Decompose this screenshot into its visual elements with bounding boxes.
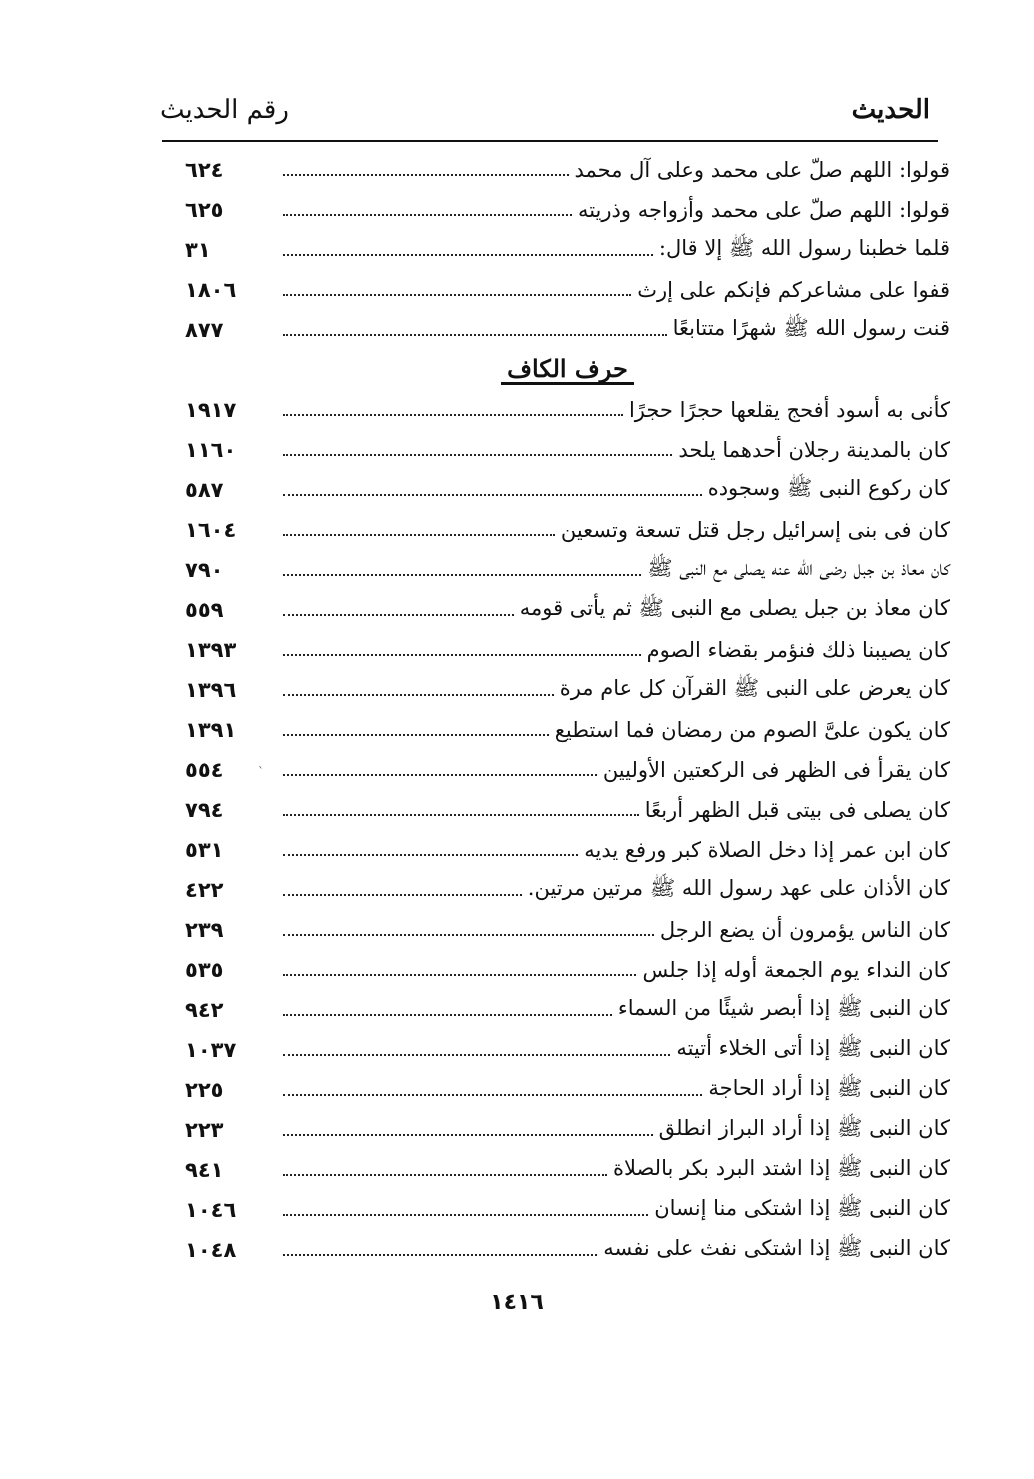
scan-speck: ` (258, 765, 264, 779)
dot-leader (283, 854, 578, 856)
dot-leader (283, 1214, 648, 1216)
entry-text: قلما خطبنا رسول الله ﷺ إلا قال: (658, 235, 950, 260)
entry-text: قولوا: اللهم صلّ على محمد وعلى آل محمد (574, 158, 950, 182)
entry-number: ٢٣٩ (185, 918, 224, 942)
entry-text: كان النبى ﷺ إذا أتى الخلاء أتيته (676, 1035, 950, 1060)
entry-text: كان النبى ﷺ إذا اشتكى نفث على نفسه (603, 1235, 950, 1260)
entry-number: ١٦٠٤ (185, 518, 237, 542)
entry-number: ٥٨٧ (185, 478, 224, 502)
index-entry (185, 1070, 950, 1110)
entry-number: ٥٣١ (185, 838, 224, 862)
index-entry (185, 630, 950, 670)
dot-leader (283, 454, 672, 456)
entry-text: كان النبى ﷺ إذا أراد الحاجة (708, 1075, 950, 1100)
entry-text: كان يعرض على النبى ﷺ القرآن كل عام مرة (559, 675, 950, 700)
entry-text: كان النبى ﷺ إذا أراد البراز انطلق (658, 1115, 950, 1140)
entry-text: قفوا على مشاعركم فإنكم على إرث (637, 278, 950, 302)
entry-text: كان يصيبنا ذلك فنؤمر بقضاء الصوم (646, 638, 950, 662)
dot-leader (283, 1094, 702, 1096)
entry-text: كان معاذ بن جبل رضى الله عنه يصلى مع النبى ﷺ (647, 555, 950, 580)
index-entry (185, 590, 950, 630)
entry-text: كأنى به أسود أفحج يقلعها حجرًا حجرًا (628, 398, 950, 422)
index-entry (185, 470, 950, 510)
entry-number: ٦٢٥ (185, 198, 224, 222)
entry-number: ٢٢٥ (185, 1078, 224, 1102)
entry-text: كان الأذان على عهد رسول الله ﷺ مرتين مرتين. (527, 875, 950, 900)
dot-leader (283, 894, 522, 896)
entry-number: ٩٤٢ (185, 998, 224, 1022)
entry-text: كان ركوع النبى ﷺ وسجوده (707, 475, 950, 500)
entry-text: كان النبى ﷺ إذا أبصر شيئًا من السماء (617, 995, 950, 1020)
dot-leader (283, 814, 639, 816)
dot-leader (283, 694, 554, 696)
entry-number: ٨٧٧ (185, 318, 224, 342)
index-entry (185, 750, 950, 790)
dot-leader (283, 334, 667, 336)
index-entry (185, 670, 950, 710)
index-entry (185, 1190, 950, 1230)
entry-number: ٥٥٩ (185, 598, 224, 622)
entry-text: قنت رسول الله ﷺ شهرًا متتابعًا (672, 315, 950, 340)
index-entry (185, 190, 950, 230)
entry-text: كان بالمدينة رجلان أحدهما يلحد (678, 438, 950, 462)
section-title: حرف الكاف (501, 356, 634, 385)
index-entry (185, 710, 950, 750)
entry-text: كان يكون علىَّ الصوم من رمضان فما استطيع (554, 718, 950, 742)
entry-text: كان النبى ﷺ إذا اشتد البرد بكر بالصلاة (612, 1155, 950, 1180)
index-entry (185, 1230, 950, 1270)
entry-number: ٧٩٠ (185, 558, 224, 582)
dot-leader (283, 574, 641, 576)
index-entry (185, 270, 950, 310)
dot-leader (283, 1054, 670, 1056)
dot-leader (283, 294, 631, 296)
entry-number: ٦٢٤ (185, 158, 224, 182)
dot-leader (283, 774, 597, 776)
entry-number: ١٩١٧ (185, 398, 237, 422)
entry-number: ٢٢٣ (185, 1118, 224, 1142)
dot-leader (283, 494, 702, 496)
dot-leader (283, 254, 653, 256)
entry-number: ١٣٩٣ (185, 638, 237, 662)
entry-text: كان فى بنى إسرائيل رجل قتل تسعة وتسعين (560, 518, 950, 542)
entry-number: ٩٤١ (185, 1158, 224, 1182)
entry-text: كان معاذ بن جبل يصلى مع النبى ﷺ ثم يأتى قومه (519, 595, 950, 620)
dot-leader (283, 614, 514, 616)
entry-text: قولوا: اللهم صلّ على محمد وأزواجه وذريته (577, 198, 950, 222)
page-header (160, 95, 930, 137)
index-entry (185, 790, 950, 830)
dot-leader (283, 1014, 612, 1016)
index-entry (185, 1150, 950, 1190)
dot-leader (283, 214, 572, 216)
index-entry (185, 310, 950, 350)
entry-text: كان النبى ﷺ إذا اشتكى منا إنسان (654, 1195, 950, 1220)
entry-number: ١١٦٠ (185, 438, 237, 462)
header-hadith-number-label: رقم الحديث (160, 95, 289, 125)
entry-number: ١٣٩١ (185, 718, 237, 742)
index-entry (185, 830, 950, 870)
index-entry (185, 870, 950, 910)
entry-number: ١٣٩٦ (185, 678, 237, 702)
index-entry (185, 1030, 950, 1070)
index-entry (185, 430, 950, 470)
dot-leader (283, 414, 623, 416)
entry-text: كان يقرأ فى الظهر فى الركعتين الأوليين (602, 758, 950, 782)
hadith-index-list (185, 150, 950, 1270)
entry-number: ١٠٣٧ (185, 1038, 237, 1062)
entry-number: ٤٢٢ (185, 878, 224, 902)
entry-number: ٧٩٤ (185, 798, 224, 822)
dot-leader (283, 1174, 607, 1176)
dot-leader (283, 534, 555, 536)
entry-number: ٣١ (185, 238, 211, 262)
dot-leader (283, 934, 654, 936)
index-entry (185, 510, 950, 550)
index-entry (185, 950, 950, 990)
index-entry (185, 1110, 950, 1150)
index-entry (185, 230, 950, 270)
dot-leader (283, 1254, 597, 1256)
entry-number: ٥٣٥ (185, 958, 224, 982)
index-entry (185, 990, 950, 1030)
dot-leader (283, 654, 641, 656)
entry-number: ١٠٤٦ (185, 1198, 237, 1222)
index-entry (185, 150, 950, 190)
index-entry (185, 550, 950, 590)
entry-text: كان يصلى فى بيتى قبل الظهر أربعًا (644, 798, 950, 822)
entry-number: ٥٥٤ (185, 758, 224, 782)
index-entry (185, 390, 950, 430)
dot-leader (283, 1134, 653, 1136)
page-number: ١٤١٦ (490, 1290, 544, 1315)
entry-text: كان الناس يؤمرون أن يضع الرجل (659, 918, 950, 942)
entry-text: كان النداء يوم الجمعة أوله إذا جلس (642, 958, 950, 982)
dot-leader (283, 734, 549, 736)
header-rule (162, 140, 938, 142)
entry-number: ١٨٠٦ (185, 278, 237, 302)
section-heading (185, 350, 950, 390)
dot-leader (283, 174, 569, 176)
header-hadith-label: الحديث (851, 95, 930, 125)
dot-leader (283, 974, 636, 976)
entry-number: ١٠٤٨ (185, 1238, 237, 1262)
index-entry (185, 910, 950, 950)
entry-text: كان ابن عمر إذا دخل الصلاة كبر ورفع يديه (584, 838, 950, 862)
